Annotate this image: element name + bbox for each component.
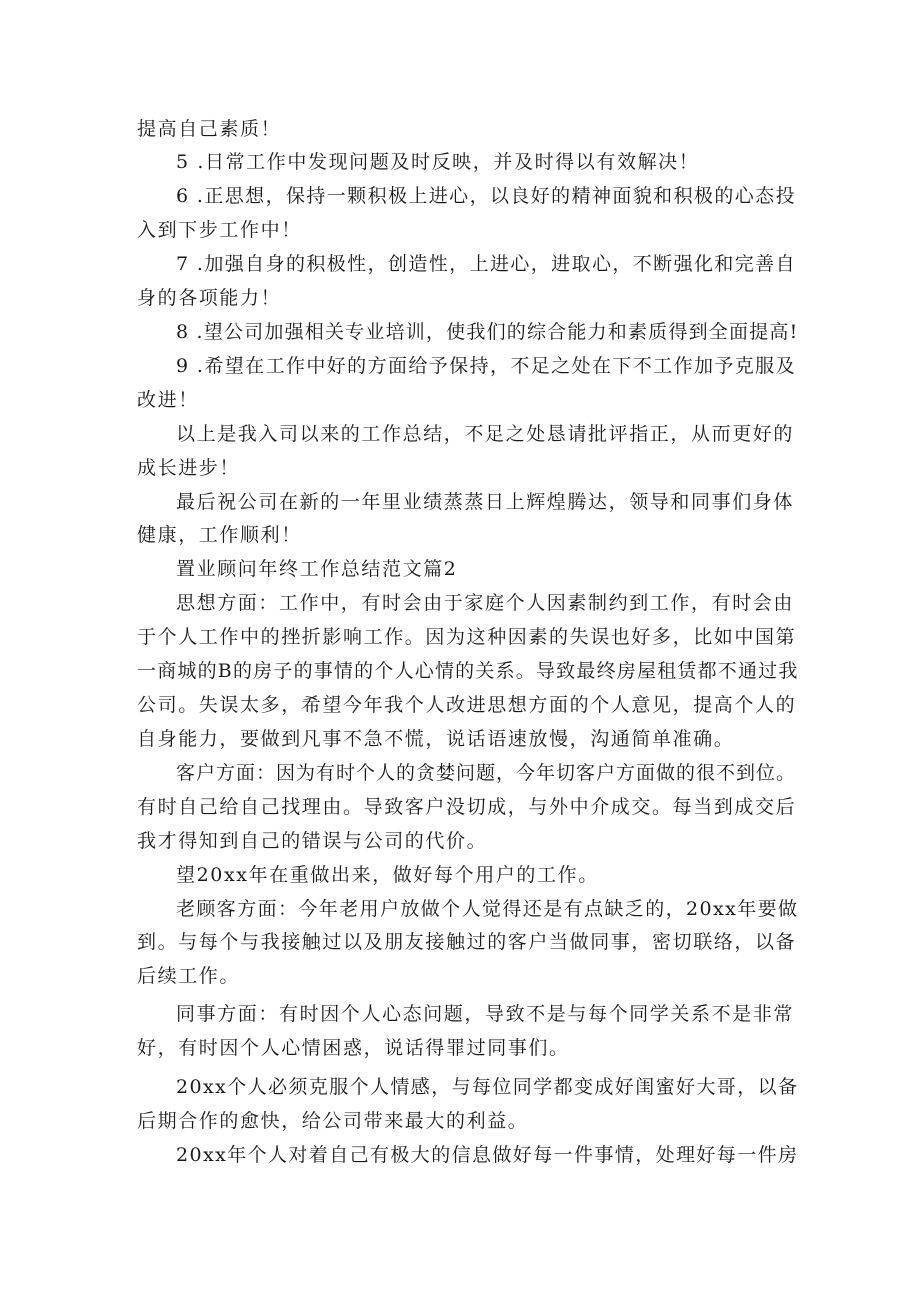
text-line: 思想方面：工作中，有时会由于家庭个人因素制约到工作，有时会由 <box>176 592 795 614</box>
text-line: 入到下步工作中！ <box>137 219 302 241</box>
text-line: 同事方面：有时因个人心态问题，导致不是与每个同学关系不是非常 <box>176 1003 795 1025</box>
text-line: 以上是我入司以来的工作总结，不足之处恳请批评指正，从而更好的 <box>176 423 795 445</box>
text-line: 5 .日常工作中发现问题及时反映，并及时得以有效解决！ <box>176 151 700 173</box>
text-line: 公司。失误太多，希望今年我个人改进思想方面的个人意见，提高个人的 <box>137 694 797 716</box>
text-line: 好，有时因个人心情困惑，说话得罪过同事们。 <box>137 1037 570 1059</box>
section-heading: 置业顾问年终工作总结范文篇2 <box>176 558 458 580</box>
text-line: 提高自己素质！ <box>137 118 282 140</box>
text-line: 有时自己给自己找理由。导致客户没切成，与外中介成交。每当到成交后 <box>137 796 797 818</box>
text-line: 一商城的B的房子的事情的个人心情的关系。导致最终房屋租赁都不通过我 <box>137 660 799 682</box>
text-line: 到。与每个与我接触过以及朋友接触过的客户当做同事，密切联络，以备 <box>137 931 797 953</box>
text-line: 最后祝公司在新的一年里业绩蒸蒸日上辉煌腾达，领导和同事们身体 <box>176 491 795 513</box>
text-line: 望20xx年在重做出来，做好每个用户的工作。 <box>176 864 599 886</box>
text-line: 健康，工作顺利！ <box>137 524 302 546</box>
text-line: 成长进步！ <box>137 457 241 479</box>
text-line: 后续工作。 <box>137 965 241 987</box>
text-line: 20xx年个人对着自己有极大的信息做好每一件事情，处理好每一件房 <box>176 1144 799 1166</box>
text-line: 身的各项能力！ <box>137 287 282 309</box>
text-line: 6 .正思想，保持一颗积极上进心，以良好的精神面貌和积极的心态投 <box>176 185 796 207</box>
text-line: 8 .望公司加强相关专业培训，使我们的综合能力和素质得到全面提高! <box>176 321 799 343</box>
text-line: 7 .加强自身的积极性，创造性，上进心，进取心，不断强化和完善自 <box>176 253 796 275</box>
text-line: 20xx个人必须克服个人情感，与每位同学都变成好闺蜜好大哥，以备 <box>176 1076 799 1098</box>
text-line: 改进！ <box>137 389 199 411</box>
text-line: 客户方面：因为有时个人的贪婪问题，今年切客户方面做的很不到位。 <box>176 762 797 784</box>
text-line: 自身能力，要做到凡事不急不慌，说话语速放慢，沟通简单准确。 <box>137 728 735 750</box>
text-line: 于个人工作中的挫折影响工作。因为这种因素的失误也好多，比如中国第 <box>137 626 797 648</box>
text-line: 老顾客方面：今年老用户放做个人觉得还是有点缺乏的，20xx年要做 <box>176 898 799 920</box>
text-line: 后期合作的愈快，给公司带来最大的利益。 <box>137 1110 529 1132</box>
text-line: 我才得知到自己的错误与公司的代价。 <box>137 830 488 852</box>
text-line: 9 .希望在工作中好的方面给予保持，不足之处在下不工作加予克服及 <box>176 355 796 377</box>
